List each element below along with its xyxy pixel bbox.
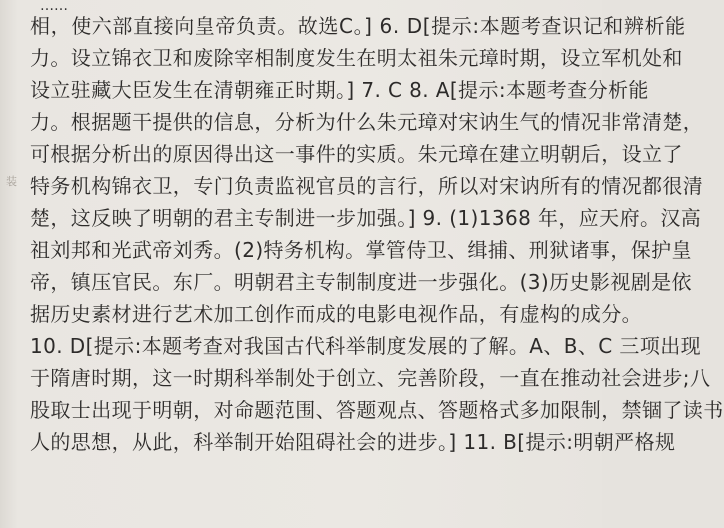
text-line-10: 据历史素材进行艺术加工创作而成的电影电视作品，有虚构的成分。 — [30, 302, 642, 326]
text-line-3: 设立驻藏大臣发生在清朝雍正时期。] 7. C 8. A[提示:本题考查分析能 — [30, 78, 649, 102]
text-line-6: 特务机构锦衣卫，专门负责监视官员的言行，所以对宋讷所有的情况都很清 — [30, 174, 704, 198]
text-line-14: 人的思想，从此，科举制开始阻碍社会的进步。] 11. B[提示:明朝严格规 — [30, 430, 676, 454]
text-line-11: 10. D[提示:本题考查对我国古代科举制度发展的了解。A、B、C 三项出现 — [30, 334, 702, 358]
text-line-2: 力。设立锦衣卫和废除宰相制度发生在明太祖朱元璋时期，设立军机处和 — [30, 46, 683, 70]
text-line-9: 帝，镇压官民。东厂。明朝君主专制制度进一步强化。(3)历史影视剧是依 — [30, 270, 692, 294]
text-line-5: 可根据分析出的原因得出这一事件的实质。朱元璋在建立明朝后，设立了 — [30, 142, 683, 166]
text-line-7: 楚，这反映了明朝的君主专制进一步加强。] 9. (1)1368 年，应天府。汉高 — [30, 206, 702, 230]
text-line-13: 股取士出现于明朝，对命题范围、答题观点、答题格式多加限制，禁锢了读书 — [30, 398, 724, 422]
binding-mark: 装 — [6, 175, 17, 188]
text-line-1: 相，使六部直接向皇帝负责。故选C。] 6. D[提示:本题考查识记和辨析能 — [30, 14, 686, 38]
cropped-top-line — [0, 0, 602, 14]
text-line-8: 祖刘邦和光武帝刘秀。(2)特务机构。掌管侍卫、缉捕、刑狱诸事，保护皇 — [30, 238, 692, 262]
text-line-4: 力。根据题干提供的信息，分析为什么朱元璋对宋讷生气的情况非常清楚， — [30, 110, 704, 134]
text-line-12: 于隋唐时期，这一时期科举制处于创立、完善阶段，一直在推动社会进步;八 — [30, 366, 711, 390]
answer-text-block — [30, 10, 724, 458]
cropped-text: …… — [40, 0, 68, 14]
